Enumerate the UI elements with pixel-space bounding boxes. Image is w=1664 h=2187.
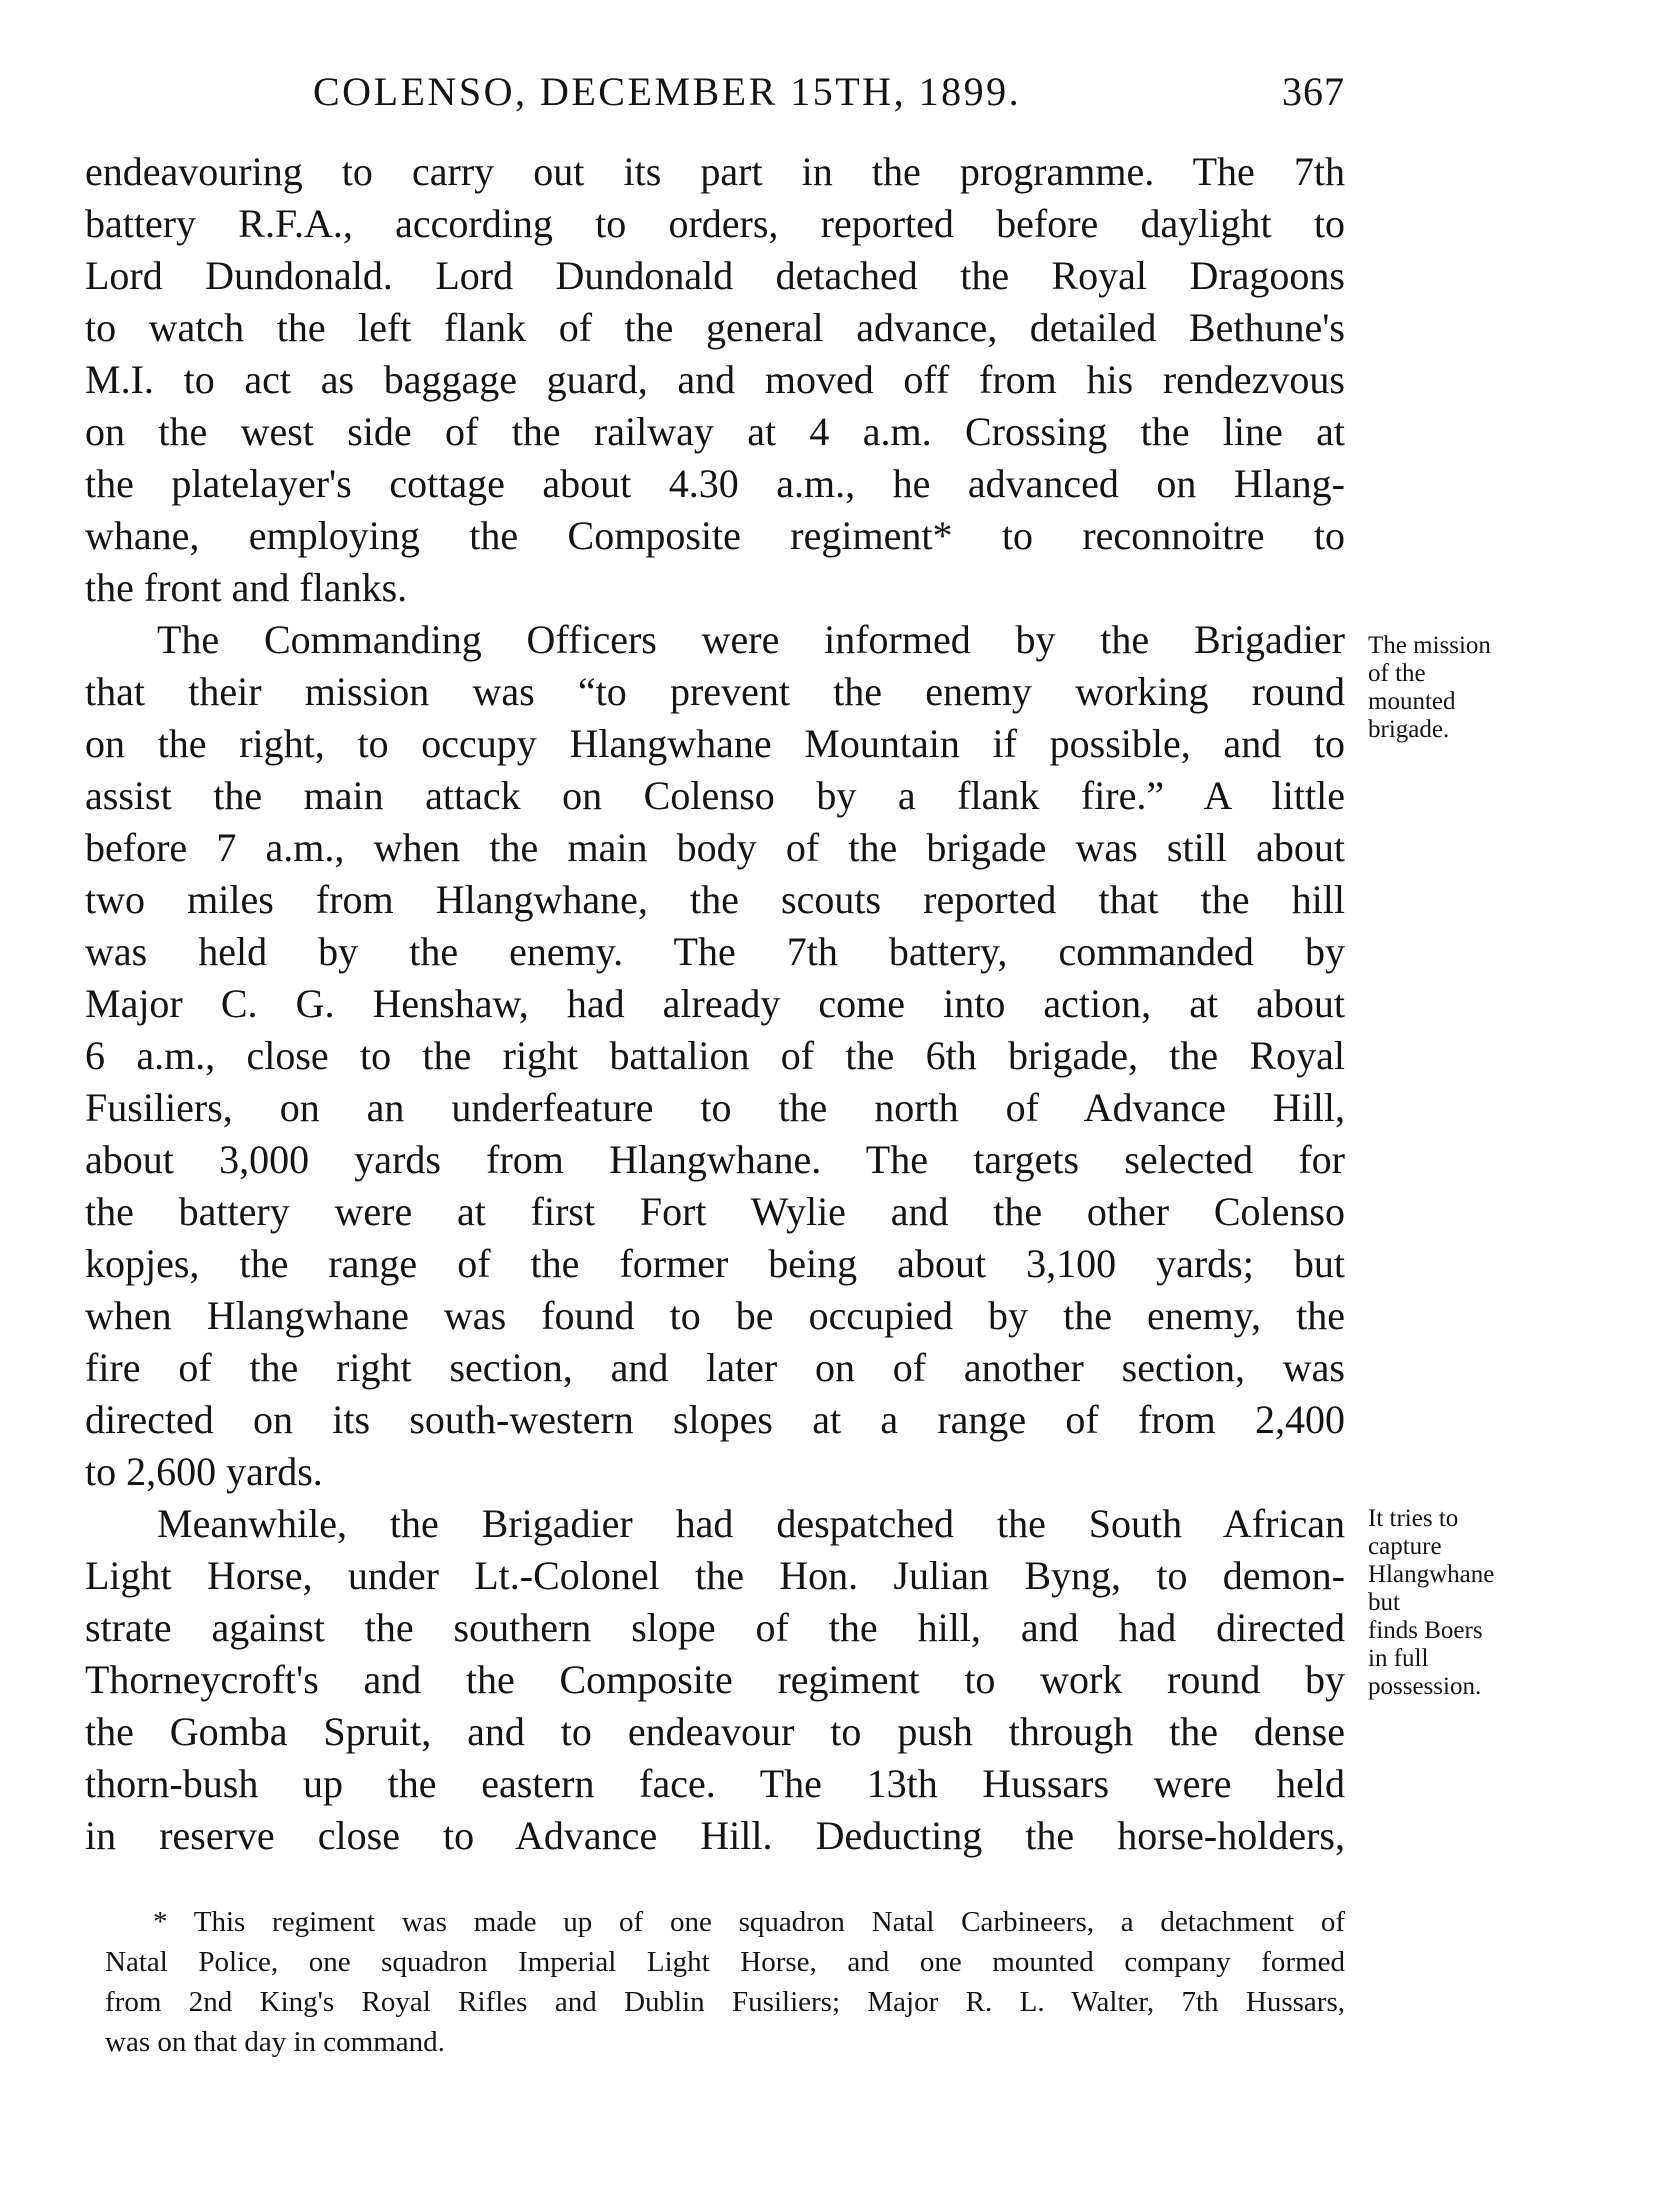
- text-line: when Hlangwhane was found to be occupied by the enemy, the: [85, 1293, 1345, 1338]
- margin-note-line: brigade.: [1368, 716, 1450, 743]
- margin-note-capture: [1368, 1505, 1568, 1701]
- footnote-line: was on that day in command.: [105, 2026, 445, 2058]
- text-line: Meanwhile, the Brigadier had despatched the South African: [157, 1501, 1345, 1546]
- text-line: thorn-bush up the eastern face. The 13th Hussars were held: [85, 1761, 1345, 1806]
- text-line: M.I. to act as baggage guard, and moved off from his rendezvous: [85, 357, 1345, 402]
- margin-note-line: mounted: [1368, 688, 1456, 715]
- text-line: to 2,600 yards.: [85, 1449, 323, 1494]
- text-line: was held by the enemy. The 7th battery, commanded by: [85, 929, 1345, 974]
- text-line: endeavouring to carry out its part in the programme. The 7th: [85, 149, 1345, 194]
- text-line: Major C. G. Henshaw, had already come into action, at about: [85, 981, 1345, 1026]
- margin-note-line: Hlangwhane: [1368, 1561, 1495, 1588]
- text-line: about 3,000 yards from Hlangwhane. The targets selected for: [85, 1137, 1345, 1182]
- text-line: that their mission was “to prevent the enemy working round: [85, 669, 1345, 714]
- text-line: on the right, to occupy Hlangwhane Mountain if possible, and to: [85, 721, 1345, 766]
- margin-note-line: The mission: [1368, 632, 1491, 659]
- text-line: Fusiliers, on an underfeature to the north of Advance Hill,: [85, 1085, 1345, 1130]
- text-line: the Gomba Spruit, and to endeavour to push through the dense: [85, 1709, 1345, 1754]
- text-line: directed on its south-western slopes at a range of from 2,400: [85, 1397, 1345, 1442]
- margin-note-line: but: [1368, 1589, 1400, 1616]
- margin-note-line: finds Boers: [1368, 1617, 1483, 1644]
- text-line: before 7 a.m., when the main body of the brigade was still about: [85, 825, 1345, 870]
- margin-note-line: of the: [1368, 660, 1426, 687]
- margin-note-mission: [1368, 632, 1568, 744]
- footnote: [105, 1902, 1345, 2062]
- text-line: the battery were at first Fort Wylie and the other Colenso: [85, 1189, 1345, 1234]
- text-line: Lord Dundonald. Lord Dundonald detached the Royal Dragoons: [85, 253, 1345, 298]
- text-line: The Commanding Officers were informed by the Brigadier: [157, 617, 1345, 662]
- text-line: to watch the left flank of the general advance, detailed Bethune's: [85, 305, 1345, 350]
- footnote-line: from 2nd King's Royal Rifles and Dublin Fusiliers; Major R. L. Walter, 7th Hussars,: [105, 1986, 1345, 2018]
- text-line: Thorneycroft's and the Composite regiment to work round by: [85, 1657, 1345, 1702]
- page-header: [0, 68, 1664, 128]
- text-line: 6 a.m., close to the right battalion of the 6th brigade, the Royal: [85, 1033, 1345, 1078]
- text-line: kopjes, the range of the former being about 3,100 yards; but: [85, 1241, 1345, 1286]
- text-line: battery R.F.A., according to orders, reported before daylight to: [85, 201, 1345, 246]
- text-line: the front and flanks.: [85, 565, 408, 610]
- text-line: two miles from Hlangwhane, the scouts reported that the hill: [85, 877, 1345, 922]
- text-line: whane, employing the Composite regiment* to reconnoitre to: [85, 513, 1345, 558]
- page-number: 367: [1282, 69, 1345, 114]
- text-line: fire of the right section, and later on of another section, was: [85, 1345, 1345, 1390]
- margin-note-line: It tries to: [1368, 1505, 1459, 1532]
- running-title: COLENSO, DECEMBER 15TH, 1899.: [313, 69, 1022, 114]
- text-line: the platelayer's cottage about 4.30 a.m., he advanced on Hlang-: [85, 461, 1345, 506]
- margin-note-line: possession.: [1368, 1673, 1482, 1700]
- footnote-line: * This regiment was made up of one squadron Natal Carbineers, a detachment of: [153, 1906, 1345, 1938]
- footnote-line: Natal Police, one squadron Imperial Light Horse, and one mounted company formed: [105, 1946, 1345, 1978]
- text-line: on the west side of the railway at 4 a.m. Crossing the line at: [85, 409, 1345, 454]
- main-text: [85, 146, 1345, 1862]
- text-line: strate against the southern slope of the hill, and had directed: [85, 1605, 1345, 1650]
- text-line: Light Horse, under Lt.-Colonel the Hon. Julian Byng, to demon-: [85, 1553, 1345, 1598]
- text-line: in reserve close to Advance Hill. Deducting the horse-holders,: [85, 1813, 1345, 1858]
- text-line: assist the main attack on Colenso by a flank fire.” A little: [85, 773, 1345, 818]
- margin-note-line: in full: [1368, 1645, 1429, 1672]
- margin-note-line: capture: [1368, 1533, 1442, 1560]
